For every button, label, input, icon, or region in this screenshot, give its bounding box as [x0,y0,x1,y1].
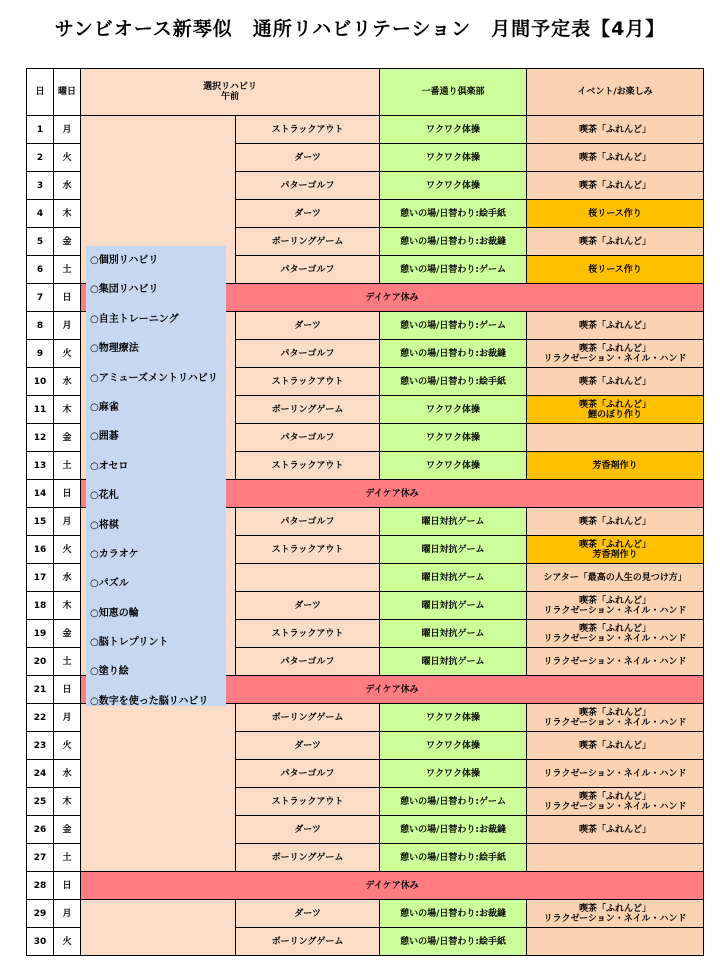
rehab-menu [86,246,226,706]
weekday-cell: 日 [54,284,81,312]
day-cell: 9 [27,340,54,368]
event-cell [527,816,704,844]
day-cell: 2 [27,144,54,172]
day-cell: 5 [27,228,54,256]
header-am-rehab [81,69,380,116]
event-line: 喫茶「ふれんど」 [579,903,652,914]
event-cell [527,340,704,368]
header-weekday: 曜日 [54,69,81,116]
event-cell [527,536,704,564]
club-cell: 曜日対抗ゲーム [380,620,527,648]
weekday-cell: 日 [54,872,81,900]
program-cell: パターゴルフ [236,424,380,452]
weekday-cell: 火 [54,536,81,564]
weekday-cell: 月 [54,900,81,928]
event-cell [527,172,704,200]
rehab-menu-item: ○パズル [90,578,129,590]
event-cell [527,592,704,620]
event-line: 桜リース作り [588,264,642,275]
event-cell [527,900,704,928]
day-cell: 1 [27,116,54,144]
header-day: 日 [27,69,54,116]
header-am-line2: 午前 [221,92,240,102]
event-line-2: リラクゼーション・ネイル・ハンド [543,605,687,616]
rehab-menu-item: ○オセロ [90,460,129,472]
rehab-menu-item: ○カラオケ [90,548,139,560]
event-cell [527,732,704,760]
event-line-2: リラクゼーション・ネイル・ハンド [543,633,687,644]
rehab-menu-item: ○個別リハビリ [90,255,159,266]
event-line: 喫茶「ふれんど」 [579,152,652,163]
day-cell: 18 [27,592,54,620]
program-cell: ストラックアウト [236,452,380,480]
program-cell: ダーツ [236,312,380,340]
weekday-cell: 火 [54,340,81,368]
weekday-cell: 土 [54,648,81,676]
club-cell: ワクワク体操 [380,760,527,788]
club-cell: ワクワク体操 [380,704,527,732]
weekday-cell: 月 [54,508,81,536]
weekday-cell: 土 [54,452,81,480]
weekday-cell: 木 [54,200,81,228]
club-cell: 憩いの場/日替わり:絵手紙 [380,368,527,396]
rehab-menu-item: ○脳トレプリント [90,637,169,649]
program-cell: ストラックアウト [236,536,380,564]
program-cell: ボーリングゲーム [236,704,380,732]
day-cell: 6 [27,256,54,284]
event-cell [527,116,704,144]
header-am-line1: 選択リハビリ [203,82,257,92]
day-cell: 16 [27,536,54,564]
day-cell: 24 [27,760,54,788]
weekday-cell: 木 [54,396,81,424]
weekday-cell: 月 [54,704,81,732]
program-cell: ダーツ [236,900,380,928]
club-cell: ワクワク体操 [380,172,527,200]
event-cell [527,928,704,956]
event-cell [527,452,704,480]
event-line: 喫茶「ふれんど」 [579,376,652,387]
event-cell [527,424,704,452]
program-cell [236,564,380,592]
program-cell: ボーリングゲーム [236,844,380,872]
weekday-cell: 木 [54,592,81,620]
day-cell: 8 [27,312,54,340]
program-cell: パターゴルフ [236,340,380,368]
header-club: 一番通り倶楽部 [380,69,527,116]
program-cell: ボーリングゲーム [236,396,380,424]
event-line: 喫茶「ふれんど」 [579,707,652,718]
weekday-cell: 水 [54,172,81,200]
day-cell: 15 [27,508,54,536]
day-cell: 10 [27,368,54,396]
club-cell: 憩いの場/日替わり:絵手紙 [380,200,527,228]
club-cell: 曜日対抗ゲーム [380,592,527,620]
event-line: 芳香剤作り [592,460,638,471]
event-cell [527,788,704,816]
event-line-2: リラクゼーション・ネイル・ハンド [543,717,687,728]
program-cell: ダーツ [236,144,380,172]
program-cell: ダーツ [236,816,380,844]
holiday-cell: デイケア休み [81,676,704,704]
am-rehab-cell [81,704,236,872]
program-cell: ダーツ [236,732,380,760]
club-cell: 憩いの場/日替わり:お裁縫 [380,816,527,844]
day-cell: 22 [27,704,54,732]
event-cell [527,228,704,256]
club-cell: 憩いの場/日替わり:絵手紙 [380,844,527,872]
holiday-cell: デイケア休み [81,284,704,312]
event-line: 喫茶「ふれんど」 [579,791,652,802]
weekday-cell: 月 [54,312,81,340]
rehab-menu-item: ○集団リハビリ [90,284,159,296]
event-cell [527,844,704,872]
club-cell: 曜日対抗ゲーム [380,648,527,676]
rehab-menu-item: ○麻雀 [90,401,119,413]
weekday-cell: 火 [54,144,81,172]
day-cell: 3 [27,172,54,200]
weekday-cell: 土 [54,256,81,284]
program-cell: ダーツ [236,592,380,620]
club-cell: 憩いの場/日替わり:ゲーム [380,256,527,284]
rehab-menu-item: ○物理療法 [90,343,139,355]
page-title: サンビオース新琴似 通所リハビリテーション 月間予定表【4月】 [54,18,666,40]
club-cell: ワクワク体操 [380,116,527,144]
club-cell: 憩いの場/日替わり:ゲーム [380,788,527,816]
event-cell [527,200,704,228]
weekday-cell: 金 [54,816,81,844]
day-cell: 12 [27,424,54,452]
event-line: リラクゼーション・ネイル・ハンド [543,768,687,779]
day-cell: 4 [27,200,54,228]
weekday-cell: 水 [54,368,81,396]
program-cell: ストラックアウト [236,788,380,816]
rehab-menu-item: ○自主トレーニング [90,313,179,325]
event-line: リラクゼーション・ネイル・ハンド [543,656,687,667]
event-line: 喫茶「ふれんど」 [579,180,652,191]
event-cell [527,396,704,424]
weekday-cell: 月 [54,116,81,144]
rehab-menu-item: ○囲碁 [90,431,119,443]
event-line-2: 芳香剤作り [592,549,638,560]
club-cell: 憩いの場/日替わり:ゲーム [380,312,527,340]
event-line-2: リラクゼーション・ネイル・ハンド [543,353,687,364]
program-cell: パターゴルフ [236,256,380,284]
event-cell [527,144,704,172]
event-cell [527,760,704,788]
club-cell: 曜日対抗ゲーム [380,536,527,564]
day-cell: 17 [27,564,54,592]
event-line-2: リラクゼーション・ネイル・ハンド [543,801,687,812]
event-cell [527,704,704,732]
event-line: 喫茶「ふれんど」 [579,343,652,354]
day-cell: 20 [27,648,54,676]
program-cell: ストラックアウト [236,368,380,396]
event-line: 喫茶「ふれんど」 [579,516,652,527]
club-cell: ワクワク体操 [380,396,527,424]
event-line: 喫茶「ふれんど」 [579,399,652,410]
weekday-cell: 土 [54,844,81,872]
club-cell: 曜日対抗ゲーム [380,564,527,592]
event-line: 桜リース作り [588,208,642,219]
rehab-menu-item: ○数字を使った脳リハビリ [90,695,209,707]
holiday-cell: デイケア休み [81,480,704,508]
program-cell: ダーツ [236,200,380,228]
event-cell [527,368,704,396]
weekday-cell: 金 [54,620,81,648]
event-line: シアター「最高の人生の見つけ方」 [543,572,687,583]
event-cell [527,648,704,676]
day-cell: 13 [27,452,54,480]
event-line: 喫茶「ふれんど」 [579,824,652,835]
day-cell: 26 [27,816,54,844]
weekday-cell: 金 [54,424,81,452]
weekday-cell: 水 [54,564,81,592]
rehab-menu-item: ○知恵の輪 [90,607,139,619]
day-cell: 11 [27,396,54,424]
weekday-cell: 日 [54,676,81,704]
club-cell: 憩いの場/日替わり:お裁縫 [380,228,527,256]
weekday-cell: 水 [54,760,81,788]
table-row [27,116,704,144]
day-cell: 30 [27,928,54,956]
day-cell: 14 [27,480,54,508]
club-cell: 憩いの場/日替わり:お裁縫 [380,900,527,928]
rehab-menu-item: ○花札 [90,490,119,502]
event-cell [527,564,704,592]
event-cell [527,312,704,340]
event-line: 喫茶「ふれんど」 [579,124,652,135]
table-row [27,900,704,928]
header-event: イベント/お楽しみ [527,69,704,116]
event-line-2: リラクゼーション・ネイル・ハンド [543,913,687,924]
day-cell: 23 [27,732,54,760]
program-cell: ボーリングゲーム [236,228,380,256]
weekday-cell: 日 [54,480,81,508]
weekday-cell: 火 [54,928,81,956]
event-cell [527,508,704,536]
program-cell: パターゴルフ [236,508,380,536]
event-line: 喫茶「ふれんど」 [579,236,652,247]
event-cell [527,256,704,284]
program-cell: ストラックアウト [236,620,380,648]
day-cell: 25 [27,788,54,816]
rehab-menu-item: ○アミューズメントリハビリ [90,372,218,384]
day-cell: 21 [27,676,54,704]
rehab-menu-item: ○将棋 [90,519,119,531]
day-cell: 29 [27,900,54,928]
weekday-cell: 金 [54,228,81,256]
am-rehab-cell [81,900,236,956]
program-cell: ボーリングゲーム [236,928,380,956]
club-cell: ワクワク体操 [380,452,527,480]
event-line: 喫茶「ふれんど」 [579,740,652,751]
event-line-2: 鯉のぼり作り [588,409,643,420]
club-cell: 憩いの場/日替わり:お裁縫 [380,340,527,368]
day-cell: 28 [27,872,54,900]
program-cell: パターゴルフ [236,648,380,676]
day-cell: 19 [27,620,54,648]
event-line: 喫茶「ふれんど」 [579,539,652,550]
day-cell: 27 [27,844,54,872]
rehab-menu-item: ○塗り絵 [90,666,129,678]
club-cell: 曜日対抗ゲーム [380,508,527,536]
table-row [27,872,704,900]
club-cell: ワクワク体操 [380,732,527,760]
program-cell: パターゴルフ [236,172,380,200]
club-cell: 憩いの場/日替わり:絵手紙 [380,928,527,956]
weekday-cell: 木 [54,788,81,816]
program-cell: ストラックアウト [236,116,380,144]
event-line: 喫茶「ふれんど」 [579,320,652,331]
program-cell: パターゴルフ [236,760,380,788]
club-cell: ワクワク体操 [380,144,527,172]
event-cell [527,620,704,648]
club-cell: ワクワク体操 [380,424,527,452]
day-cell: 7 [27,284,54,312]
event-line: 喫茶「ふれんど」 [579,623,652,634]
event-line: 喫茶「ふれんど」 [579,595,652,606]
header-row [27,69,704,116]
weekday-cell: 火 [54,732,81,760]
holiday-cell: デイケア休み [81,872,704,900]
